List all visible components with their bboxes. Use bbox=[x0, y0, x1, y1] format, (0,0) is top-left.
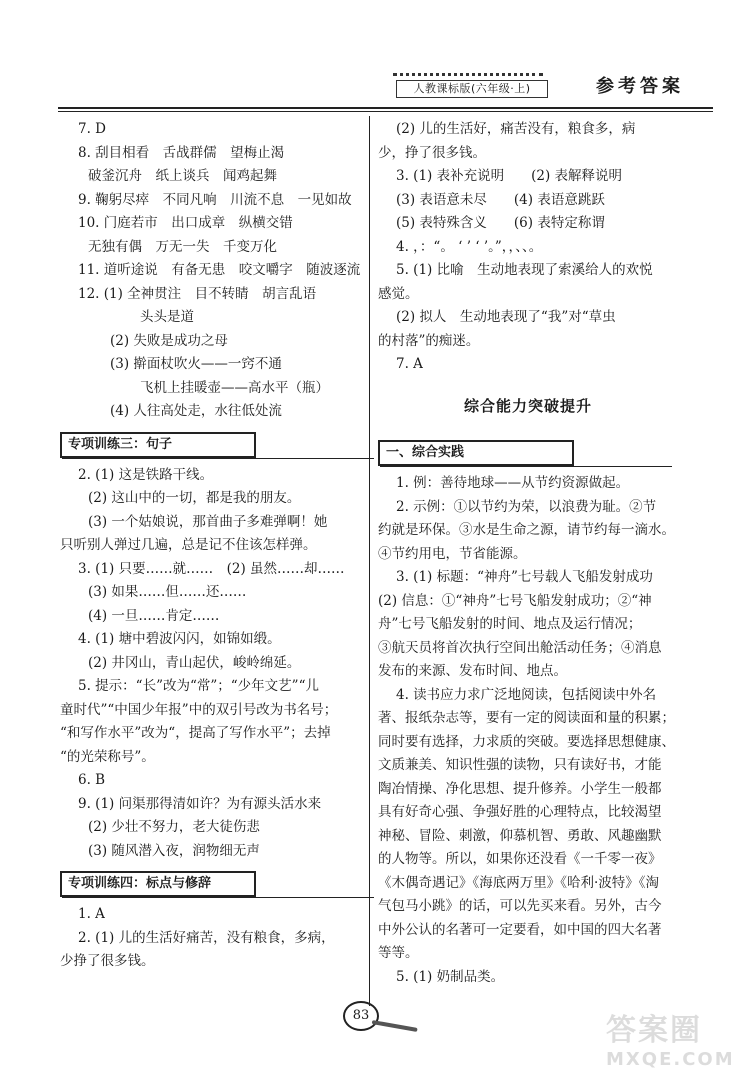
answer-line: 感觉。 bbox=[378, 285, 419, 302]
answer-line: 破釜沉舟 纸上谈兵 闻鸡起舞 bbox=[88, 168, 277, 184]
answer-line: (2) 失败是成功之母 bbox=[110, 332, 228, 349]
answer-line: 2. (1) 儿的生活好痛苦，没有粮食，多病， bbox=[78, 929, 335, 946]
answer-line: (3) 表语意未尽 (4) 表语意跳跃 bbox=[396, 191, 605, 208]
section-heading-practice: 一、综合实践 bbox=[378, 440, 574, 466]
answer-line: (3) 随风潜入夜，润物细无声 bbox=[88, 842, 260, 859]
right-column bbox=[378, 118, 678, 989]
page-title: 参考答案 bbox=[596, 76, 684, 97]
answer-line: (4) 一旦……肯定…… bbox=[88, 607, 220, 624]
answer-line: ③航天员将首次执行空间出舱活动任务；④消息 bbox=[378, 639, 662, 656]
answer-line: 飞机上挂暖壶——高水平（瓶） bbox=[140, 379, 329, 396]
answer-line: 9. (1) 问渠那得清如许？为有源头活水来 bbox=[78, 795, 322, 812]
answer-line: 1. A bbox=[78, 906, 105, 922]
answer-line: 童时代”“中国少年报”中的双引号改为书名号； bbox=[60, 701, 338, 718]
answer-line: 等等。 bbox=[378, 945, 419, 961]
answer-line: 6. B bbox=[78, 772, 106, 788]
answer-line: 中外公认的名著可一定要看，如中国的四大名著 bbox=[378, 921, 662, 938]
watermark-logo bbox=[606, 1005, 746, 1070]
answer-line: (2) 儿的生活好，痛苦没有，粮食多，病 bbox=[396, 121, 636, 137]
watermark-text: 答案圈 bbox=[606, 1013, 702, 1048]
answer-line: 12. (1) 全神贯注 目不转睛 胡言乱语 bbox=[78, 285, 317, 302]
answer-line: 3. (1) 标题：“神舟”七号载人飞船发射成功 bbox=[396, 569, 653, 585]
answer-line: ④节约用电，节省能源。 bbox=[378, 545, 527, 562]
answer-line: 无独有偶 万无一失 千变万化 bbox=[88, 238, 277, 255]
answer-line: 具有好奇心强、争强好胜的心理特点，比较渴望 bbox=[378, 804, 662, 820]
section-heading-4: 专项训练四：标点与修辞 bbox=[60, 871, 256, 897]
answer-line: (3) 一个姑娘说，那首曲子多难弹啊！她 bbox=[88, 513, 328, 530]
answer-line: 发布的来源、发布时间、地点。 bbox=[378, 663, 567, 679]
header-rule-thin bbox=[58, 111, 713, 112]
answer-line: (4) 人往高处走，水往低处流 bbox=[110, 403, 282, 419]
section-heading-3: 专项训练三：句子 bbox=[60, 432, 256, 458]
answer-line: (5) 表特殊含义 (6) 表特定称谓 bbox=[396, 215, 605, 231]
answer-line: (2) 井冈山，青山起伏，峻岭绵延。 bbox=[88, 654, 301, 671]
answer-line: 5. 提示：“长”改为“常”；“少年文艺”“儿 bbox=[78, 678, 319, 694]
answer-line: 5. (1) 比喻 生动地表现了索溪给人的欢悦 bbox=[396, 262, 653, 278]
answer-line: 7. A bbox=[396, 356, 423, 372]
answer-line: 7. D bbox=[78, 121, 106, 137]
answer-line: “和写作水平”改为“，提高了写作水平”；去掉 bbox=[60, 725, 331, 741]
header-dots bbox=[393, 73, 543, 80]
answer-line: “的光荣称号”。 bbox=[60, 748, 155, 765]
answer-line: (3) 擀面杖吹火——一窍不通 bbox=[110, 356, 282, 372]
answer-line: 1. 例：善待地球——从节约资源做起。 bbox=[396, 475, 630, 491]
answer-line: 少挣了很多钱。 bbox=[60, 953, 155, 969]
answer-line: (3) 如果……但……还…… bbox=[88, 584, 247, 600]
magnifier-handle-icon bbox=[372, 1020, 418, 1032]
answer-line: 舟”七号飞船发射的时间、地点及运行情况； bbox=[378, 616, 642, 632]
answer-line: 4. 读书应力求广泛地阅读，包括阅读中外名 bbox=[396, 686, 657, 703]
answer-line: (2) 信息：①“神舟”七号飞船发射成功；②“神 bbox=[378, 592, 652, 609]
answer-line: 9. 鞠躬尽瘁 不同凡响 川流不息 一见如故 bbox=[78, 191, 352, 208]
answer-line: 同时要有选择，力求质的突破。要选择思想健康、 bbox=[378, 733, 675, 750]
answer-line: 《木偶奇遇记》《海底两万里》《哈利·波特》《淘 bbox=[378, 874, 660, 891]
watermark-url: MXQE.COM bbox=[606, 1049, 735, 1070]
answer-line: 的人物等。所以，如果你还没看《一千零一夜》 bbox=[378, 851, 662, 867]
answer-line: 陶冶情操、净化思想、提升修养。小学生一般都 bbox=[378, 780, 662, 797]
answer-line: (2) 少壮不努力，老大徒伤悲 bbox=[88, 819, 260, 835]
answer-line: 10. 门庭若市 出口成章 纵横交错 bbox=[78, 215, 293, 231]
answer-line: (2) 这山中的一切，都是我的朋友。 bbox=[88, 490, 301, 506]
answer-line: 只听别人弹过几遍，总是记不住该怎样弹。 bbox=[60, 537, 317, 553]
page-number: 83 bbox=[343, 1001, 379, 1031]
answer-line: 气包马小跳》的话，可以先买来看。另外，古今 bbox=[378, 898, 662, 914]
answer-line: 2. (1) 这是铁路干线。 bbox=[78, 466, 214, 483]
answer-line: 神秘、冒险、刺激，仰慕机智、勇敢、风趣幽默 bbox=[378, 827, 662, 844]
answer-line: 著、报纸杂志等，要有一定的阅读面和量的积累； bbox=[378, 710, 675, 726]
answer-line: 4. (1) 塘中碧波闪闪，如锦如缎。 bbox=[78, 631, 281, 647]
answer-line: 文质兼美、知识性强的读物，只有读好书，才能 bbox=[378, 757, 662, 773]
answer-line: 少，挣了很多钱。 bbox=[378, 144, 486, 161]
answer-line: 3. (1) 表补充说明 (2) 表解释说明 bbox=[396, 168, 622, 184]
header-rule bbox=[58, 107, 713, 109]
column-divider bbox=[369, 116, 370, 1006]
part-title: 综合能力突破提升 bbox=[463, 396, 592, 415]
answer-line: 2. 示例：①以节约为荣，以浪费为耻。②节 bbox=[396, 498, 657, 515]
answer-line: 头头是道 bbox=[140, 309, 194, 325]
answer-line: 约就是环保。③水是生命之源，请节约每一滴水。 bbox=[378, 522, 675, 538]
answer-line: 5. (1) 奶制品类。 bbox=[396, 968, 505, 985]
answer-line: 8. 刮目相看 舌战群儒 望梅止渴 bbox=[78, 144, 285, 161]
answer-line: 的村落”的痴迷。 bbox=[378, 332, 480, 349]
answer-line: (2) 拟人 生动地表现了“我”对“草虫 bbox=[396, 309, 616, 325]
left-column bbox=[60, 118, 363, 974]
edition-label: 人教课标版(六年级·上) bbox=[396, 80, 548, 98]
answer-line: 4. ，：“。 ‘ ’ ‘ ’。”，，、、。 bbox=[396, 238, 543, 255]
answer-line: 11. 道听途说 有备无患 咬文嚼字 随波逐流 bbox=[78, 262, 361, 278]
answer-line: 3. (1) 只要……就…… (2) 虽然……却…… bbox=[78, 560, 345, 577]
